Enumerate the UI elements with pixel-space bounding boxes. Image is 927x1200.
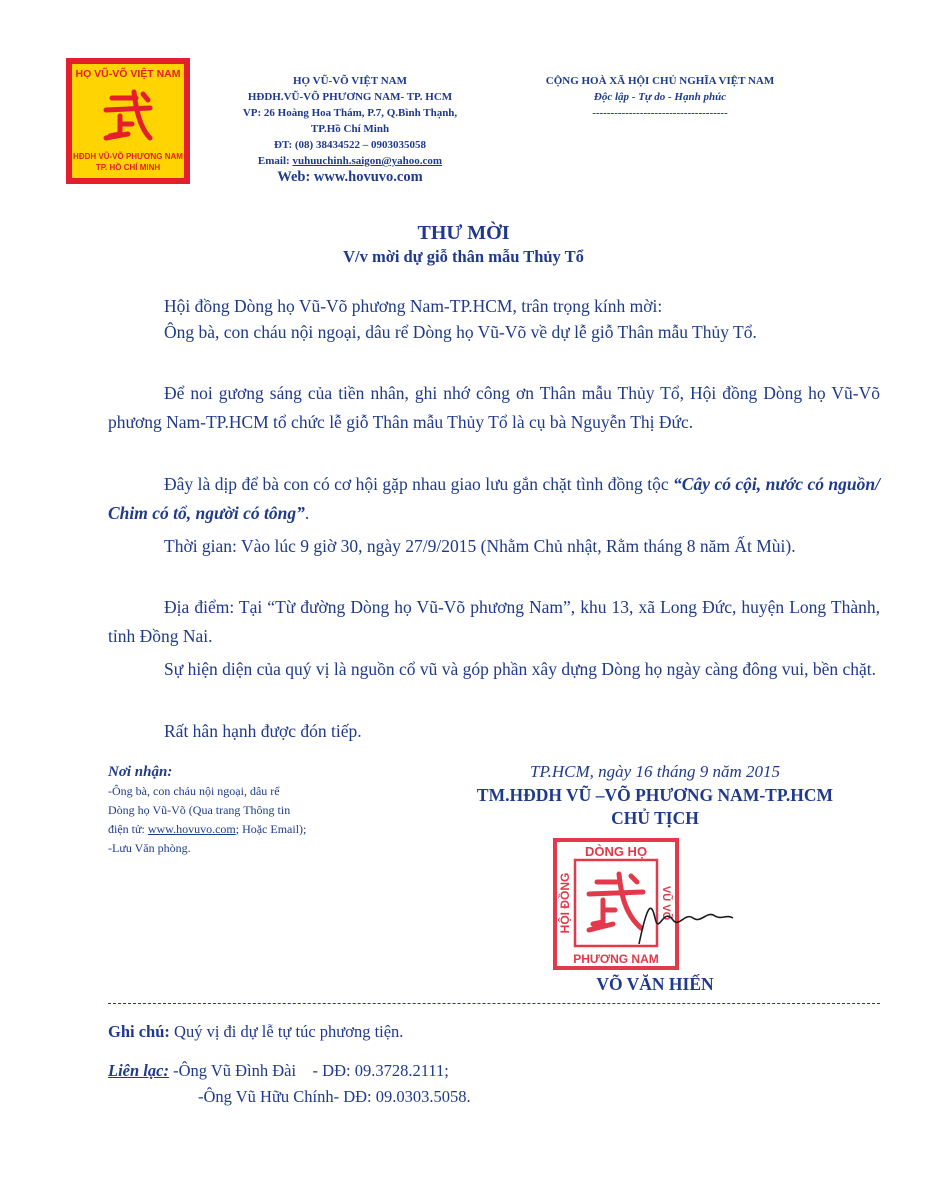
header-email-row [205,153,495,169]
stamp-bottom-text: PHƯƠNG NAM [573,952,659,966]
paragraph-greeting: Hội đồng Dòng họ Vũ-Võ phương Nam-TP.HCM, trân trọng kính mời: [164,296,663,316]
header-website[interactable]: Web: www.hovuvo.com [277,169,423,185]
recipients-line2: Dòng họ Vũ-Võ (Qua trang Thông tin [108,803,291,817]
stamp-left-text: HỘI ĐỒNG [558,872,572,934]
occasion-proverb: “Cây có cội, nước có nguồn/ Chim có tổ, người có tông” [108,474,880,523]
recipients-block [108,762,408,858]
logo-top-text: HỌ VŨ-VÕ VIỆT NAM [75,68,181,80]
header-phone: ĐT: (08) 38434522 – 0903035058 [274,139,426,151]
occasion-text: Đây là dịp để bà con có cơ hội gặp nhau giao lưu gắn chặt tình đồng tộc [164,474,674,494]
recipients-line1: -Ông bà, con cháu nội ngoại, dâu rể [108,784,280,798]
note-row [108,1019,403,1045]
contact-line2: -Ông Vũ Hữu Chính- DĐ: 09.0303.5058. [198,1087,471,1106]
note-text: Quý vị đi dự lễ tự túc phương tiện. [169,1022,404,1041]
motto-underline: ------------------------------------- [592,107,728,119]
recipients-line3-suffix: ; Hoặc Email); [235,822,307,836]
divider [108,1003,880,1004]
header-city: TP.Hồ Chí Minh [310,123,390,135]
paragraph-invitees: Ông bà, con cháu nội ngoại, dâu rể Dòng họ Vũ-Võ về dự lễ giỗ Thân mẫu Thủy Tổ. [164,322,757,342]
header-right [505,73,815,121]
national-motto: Độc lập - Tự do - Hạnh phúc [593,91,727,103]
recipients-line3 [108,820,408,839]
paragraph-occasion [108,470,880,528]
header-left [205,73,495,185]
vo-character-icon [102,88,154,144]
paragraph-location: Địa điểm: Tại “Từ đường Dòng họ Vũ-Võ phương Nam”, khu 13, xã Long Đức, huyện Long Thành, tỉnh Đồng Nai. [108,597,880,646]
logo-bottom-line1: HĐDH VŨ-VÕ PHƯƠNG NAM [73,152,183,161]
signer-name: VÕ VĂN HIẾN [596,974,714,994]
website-link[interactable]: www.hovuvo.com [147,822,236,836]
stamp-right-text: VŨ VÕ [660,885,672,921]
signature-org: TM.HĐDH VŨ –VÕ PHƯƠNG NAM-TP.HCM [476,785,834,805]
paragraph-time: Thời gian: Vào lúc 9 giờ 30, ngày 27/9/2015 (Nhằm Chủ nhật, Rằm tháng 8 năm Ất Mùi). [164,536,796,556]
contact-line1: -Ông Vũ Đình Đài - DĐ: 09.3728.2111; [168,1061,449,1080]
official-stamp-icon [551,836,741,976]
header-branch-name: HĐDH.VŨ-VÕ PHƯƠNG NAM- TP. HCM [247,91,453,103]
national-title: CỘNG HOÀ XÃ HỘI CHỦ NGHĨA VIỆT NAM [545,75,775,87]
signature-date: TP.HCM, ngày 16 tháng 9 năm 2015 [530,762,780,781]
occasion-end: . [304,503,310,523]
signature-role: CHỦ TỊCH [611,808,699,828]
stamp-top-text: DÒNG HỌ [584,844,648,859]
header-address: VP: 26 Hoàng Hoa Thám, P.7, Q.Bình Thạnh, [242,107,458,119]
paragraph-closing: Sự hiện diện của quý vị là nguồn cổ vũ và góp phần xây dựng Dòng họ ngày càng đông vui, bền chặt. [164,659,877,679]
logo-bottom-line2: TP. HỒ CHÍ MINH [95,163,161,172]
handwritten-signature [639,908,733,944]
note-label: Ghi chú: [108,1022,170,1041]
email-label: Email: [257,155,290,167]
recipients-line4: -Lưu Văn phòng. [108,841,191,855]
contact-label: Liên lạc: [108,1061,169,1080]
page-title: THƯ MỜI [417,222,510,244]
recipients-label: Nơi nhận: [108,764,173,780]
header-org-name: HỌ VŨ-VÕ VIỆT NAM [293,75,407,87]
email-link[interactable]: vuhuuchinh.saigon@yahoo.com [292,155,443,167]
page-subtitle: V/v mời dự giỗ thân mẫu Thủy Tổ [343,247,584,266]
paragraph-welcome: Rất hân hạnh được đón tiếp. [164,721,362,741]
clan-logo [66,58,190,184]
recipients-line3-prefix: điện tử: [108,822,148,836]
paragraph-purpose: Để noi gương sáng của tiền nhân, ghi nhớ công ơn Thân mẫu Thủy Tổ, Hội đồng Dòng họ Vũ-Võ phương Nam-TP.HCM tổ chức lễ giỗ Thân mẫu Thủy Tổ là cụ bà Nguyễn Thị Đức. [108,383,880,432]
contact-row-1 [108,1058,449,1084]
